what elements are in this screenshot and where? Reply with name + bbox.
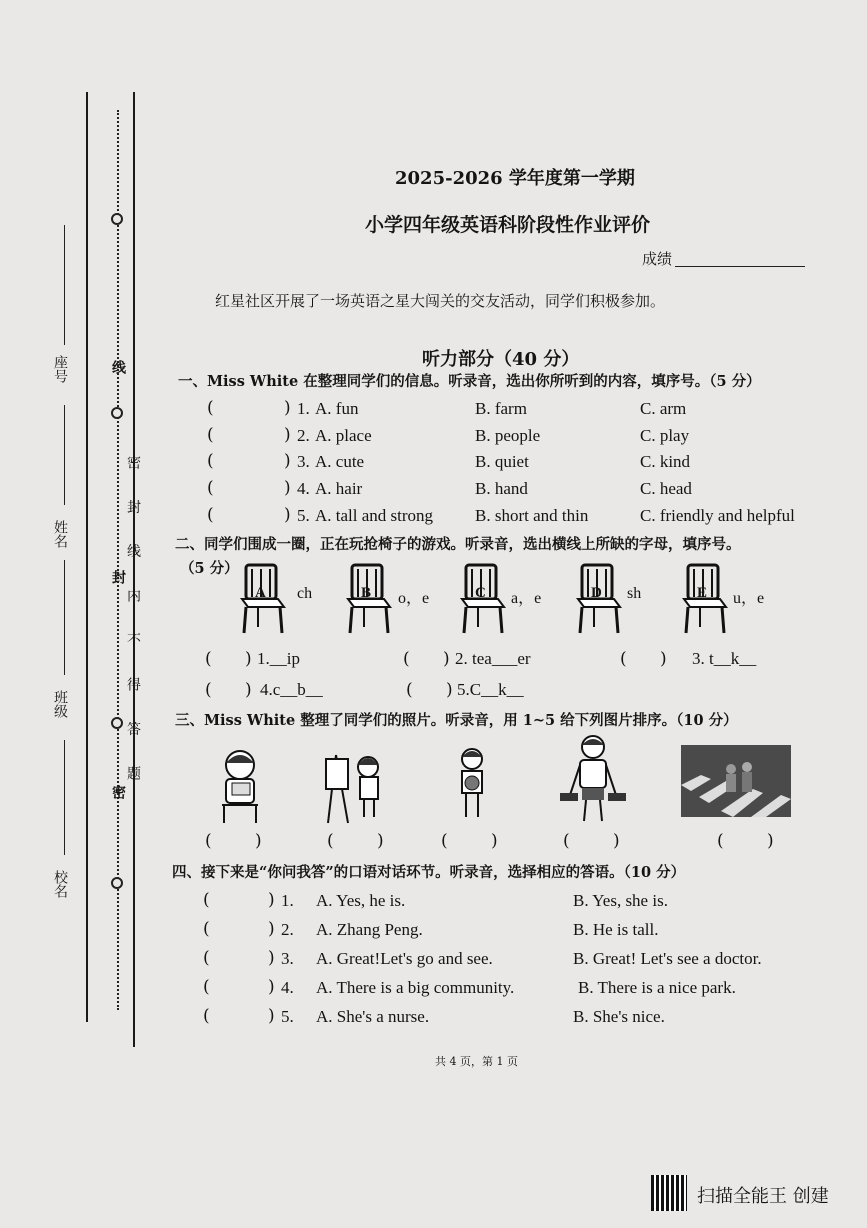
question-number: 5. xyxy=(297,506,310,525)
seat-number-line xyxy=(64,225,65,345)
option-b: B. He is tall. xyxy=(573,920,659,939)
answer-paren-close: ) xyxy=(284,478,291,498)
blank-word: 1.__ip xyxy=(257,649,300,668)
chair-letter: E xyxy=(697,585,708,601)
chair-letter: D xyxy=(591,585,602,601)
answer-paren-close: ) xyxy=(377,831,384,851)
option-b: B. farm xyxy=(475,399,527,418)
answer-paren-close: ) xyxy=(284,451,291,471)
page-number: 共 4 页，第 1 页 xyxy=(435,1055,518,1068)
intro-text: 红星社区开展了一场英语之星大闯关的交友活动，同学们积极参加。 xyxy=(215,292,666,310)
option-a: A. She's a nurse. xyxy=(316,1007,430,1026)
binding-hole xyxy=(111,407,123,419)
option-b: B. hand xyxy=(475,479,528,498)
section3-heading: 三、Miss White 整理了同学们的照片。听录音，用 1~5 给下列图片排序。（10 分） xyxy=(175,712,738,729)
question-number: 3. xyxy=(281,949,294,968)
picture-boy-ball xyxy=(452,745,492,829)
answer-paren-open: ( xyxy=(205,680,212,700)
answer-paren-open: ( xyxy=(205,831,212,851)
question-number: 1. xyxy=(297,399,310,418)
answer-paren-open: ( xyxy=(203,919,210,939)
class-line xyxy=(64,560,65,675)
blank-word: 3. t__k__ xyxy=(692,649,757,668)
score-line xyxy=(675,266,805,267)
answer-paren-close: ) xyxy=(443,649,450,669)
section1-heading: 一、Miss White 在整理同学们的信息。听录音，选出你所听到的内容，填序号。（5 分） xyxy=(178,373,761,390)
option-b: B. people xyxy=(475,426,541,445)
answer-paren-open: ( xyxy=(406,680,413,700)
section2-points: （5 分） xyxy=(180,560,239,577)
option-c: C. friendly and helpful xyxy=(640,506,795,525)
answer-paren-open: ( xyxy=(207,398,214,418)
option-a: A. tall and strong xyxy=(315,506,434,525)
answer-paren-close: ) xyxy=(660,649,667,669)
option-c: C. kind xyxy=(640,452,691,471)
name-line xyxy=(64,405,65,505)
answer-paren-open: ( xyxy=(203,948,210,968)
answer-paren-open: ( xyxy=(717,831,724,851)
picture-girl-reading xyxy=(210,745,270,829)
answer-paren-close: ) xyxy=(284,505,291,525)
answer-paren-open: ( xyxy=(205,649,212,669)
answer-paren-close: ) xyxy=(446,680,453,700)
chair-sound: sh xyxy=(627,585,642,602)
blank-word: 4.c__b__ xyxy=(260,680,323,699)
answer-paren-open: ( xyxy=(441,831,448,851)
answer-paren-close: ) xyxy=(767,831,774,851)
option-a: A. Yes, he is. xyxy=(316,891,406,910)
binding-seal-text: 密 封 线 内 不 得 答 题 xyxy=(125,455,141,794)
answer-paren-open: ( xyxy=(620,649,627,669)
school-line xyxy=(64,740,65,855)
question-number: 4. xyxy=(297,479,310,498)
question-number: 4. xyxy=(281,978,294,997)
answer-paren-close: ) xyxy=(268,948,275,968)
question-number: 3. xyxy=(297,452,310,471)
picture-girl-painting xyxy=(322,745,392,829)
qr-code-icon xyxy=(651,1175,687,1211)
answer-paren-open: ( xyxy=(203,890,210,910)
option-a: A. fun xyxy=(315,399,359,418)
chair-sound: u，e xyxy=(733,590,765,607)
answer-paren-open: ( xyxy=(207,505,214,525)
question-number: 2. xyxy=(297,426,310,445)
scanner-watermark: 扫描全能王 创建 xyxy=(697,1186,829,1207)
answer-paren-close: ) xyxy=(268,977,275,997)
option-b: B. She's nice. xyxy=(573,1007,665,1026)
option-c: C. play xyxy=(640,426,690,445)
option-a: A. place xyxy=(315,426,372,445)
answer-paren-close: ) xyxy=(255,831,262,851)
binding-mark-secret: 密 xyxy=(110,785,126,799)
answer-paren-close: ) xyxy=(268,919,275,939)
picture-crossing-street xyxy=(681,745,791,821)
blank-word: 2. tea___er xyxy=(455,649,531,668)
listening-title: 听力部分（40 分） xyxy=(422,349,580,370)
chair-letter: C xyxy=(475,585,486,601)
score-label: 成绩 xyxy=(642,250,673,268)
option-b: B. Yes, she is. xyxy=(573,891,668,910)
label-seat-number: 座号 xyxy=(52,355,68,383)
question-number: 1. xyxy=(281,891,294,910)
answer-paren-close: ) xyxy=(284,425,291,445)
option-a: A. Zhang Peng. xyxy=(316,920,423,939)
answer-paren-close: ) xyxy=(491,831,498,851)
option-a: A. There is a big community. xyxy=(316,978,515,997)
chair-sound: a，e xyxy=(511,590,542,607)
answer-paren-open: ( xyxy=(207,451,214,471)
answer-paren-open: ( xyxy=(327,831,334,851)
label-name: 姓名 xyxy=(52,520,68,548)
answer-paren-open: ( xyxy=(403,649,410,669)
label-school: 校名 xyxy=(52,870,68,898)
answer-paren-close: ) xyxy=(613,831,620,851)
section4-heading: 四、接下来是“你问我答”的口语对话环节。听录音，选择相应的答语。（10 分） xyxy=(172,864,686,881)
binding-mark-line: 线 xyxy=(110,360,126,374)
section2-heading: 二、同学们围成一圈，正在玩抢椅子的游戏。听录音，选出横线上所缺的字母，填序号。 xyxy=(175,536,741,553)
answer-paren-open: ( xyxy=(207,478,214,498)
binding-line-outer xyxy=(86,92,88,1022)
option-c: C. head xyxy=(640,479,692,498)
chair-letter: B xyxy=(361,585,372,601)
question-number: 5. xyxy=(281,1007,294,1026)
chair-letter: A xyxy=(255,585,266,601)
year-term: 2025-2026 学年度第一学期 xyxy=(395,168,635,189)
binding-dotted-line xyxy=(117,110,119,1010)
answer-paren-close: ) xyxy=(245,680,252,700)
picture-boy-dumbbells xyxy=(558,733,628,829)
answer-paren-open: ( xyxy=(203,977,210,997)
answer-paren-close: ) xyxy=(245,649,252,669)
answer-paren-close: ) xyxy=(268,1006,275,1026)
answer-paren-open: ( xyxy=(203,1006,210,1026)
blank-word: 5.C__k__ xyxy=(457,680,524,699)
option-b: B. short and thin xyxy=(475,506,589,525)
question-number: 2. xyxy=(281,920,294,939)
answer-paren-open: ( xyxy=(563,831,570,851)
chair-sound: ch xyxy=(297,585,313,602)
answer-paren-close: ) xyxy=(284,398,291,418)
label-class: 班级 xyxy=(52,690,68,718)
binding-mark-seal: 封 xyxy=(110,570,126,584)
option-a: A. Great!Let's go and see. xyxy=(316,949,493,968)
binding-hole xyxy=(111,877,123,889)
option-a: A. hair xyxy=(315,479,363,498)
option-a: A. cute xyxy=(315,452,365,471)
option-c: C. arm xyxy=(640,399,687,418)
option-b: B. There is a nice park. xyxy=(578,978,736,997)
binding-hole xyxy=(111,213,123,225)
chair-sound: o，e xyxy=(398,590,430,607)
page-title: 小学四年级英语科阶段性作业评价 xyxy=(365,214,651,236)
option-b: B. quiet xyxy=(475,452,529,471)
answer-paren-open: ( xyxy=(207,425,214,445)
binding-hole xyxy=(111,717,123,729)
answer-paren-close: ) xyxy=(268,890,275,910)
option-b: B. Great! Let's see a doctor. xyxy=(573,949,762,968)
